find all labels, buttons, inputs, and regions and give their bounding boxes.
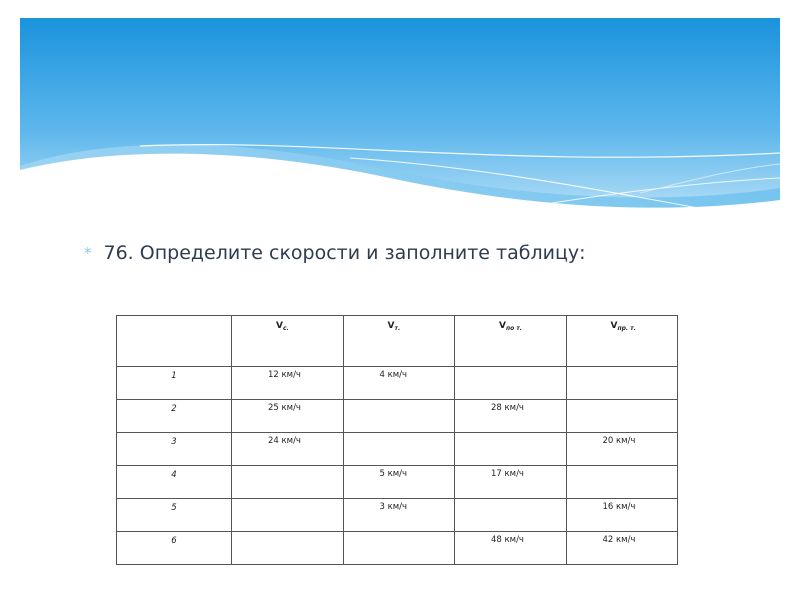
- table-cell: [232, 466, 344, 499]
- table-cell: [343, 433, 455, 466]
- header-cell-own-speed: $V_{с.}$: [232, 316, 344, 367]
- row-number: 4: [117, 466, 232, 499]
- heading-text: 76. Определите скорости и заполните таблицу:: [103, 242, 586, 264]
- row-number: 1: [117, 367, 232, 400]
- header-cell-downstream-speed: $V_{по т.}$: [455, 316, 567, 367]
- table-cell: 42 км/ч: [566, 532, 678, 565]
- header-cell-upstream-speed: $V_{пр. т.}$: [566, 316, 678, 367]
- header-cell-current-speed: $V_{т.}$: [343, 316, 455, 367]
- table-row: [117, 532, 678, 565]
- table-row: [117, 400, 678, 433]
- speed-table: [116, 315, 678, 565]
- table-cell: 12 км/ч: [232, 367, 344, 400]
- header-cell-blank: [117, 316, 232, 367]
- table-cell: [566, 466, 678, 499]
- table-cell: [455, 499, 567, 532]
- table-cell: 17 км/ч: [455, 466, 567, 499]
- row-number: 5: [117, 499, 232, 532]
- row-number: 3: [117, 433, 232, 466]
- table-cell: [232, 499, 344, 532]
- table-cell: [232, 532, 344, 565]
- table-header-row: [117, 316, 678, 367]
- table-cell: 48 км/ч: [455, 532, 567, 565]
- table-row: [117, 499, 678, 532]
- table-cell: 25 км/ч: [232, 400, 344, 433]
- table-cell: 4 км/ч: [343, 367, 455, 400]
- table-cell: 20 км/ч: [566, 433, 678, 466]
- table-cell: 5 км/ч: [343, 466, 455, 499]
- header-banner: [20, 18, 780, 223]
- table-cell: 24 км/ч: [232, 433, 344, 466]
- table-cell: [566, 367, 678, 400]
- table-row: [117, 466, 678, 499]
- table-cell: [455, 433, 567, 466]
- table-cell: [343, 400, 455, 433]
- row-number: 2: [117, 400, 232, 433]
- table-cell: [455, 367, 567, 400]
- table-cell: 16 км/ч: [566, 499, 678, 532]
- row-number: 6: [117, 532, 232, 565]
- table-cell: 28 км/ч: [455, 400, 567, 433]
- bullet-asterisk-icon: *: [84, 244, 92, 262]
- table-row: [117, 367, 678, 400]
- table-row: [117, 433, 678, 466]
- table-cell: 3 км/ч: [343, 499, 455, 532]
- table-cell: [566, 400, 678, 433]
- slide-heading: [84, 242, 586, 264]
- table-cell: [343, 532, 455, 565]
